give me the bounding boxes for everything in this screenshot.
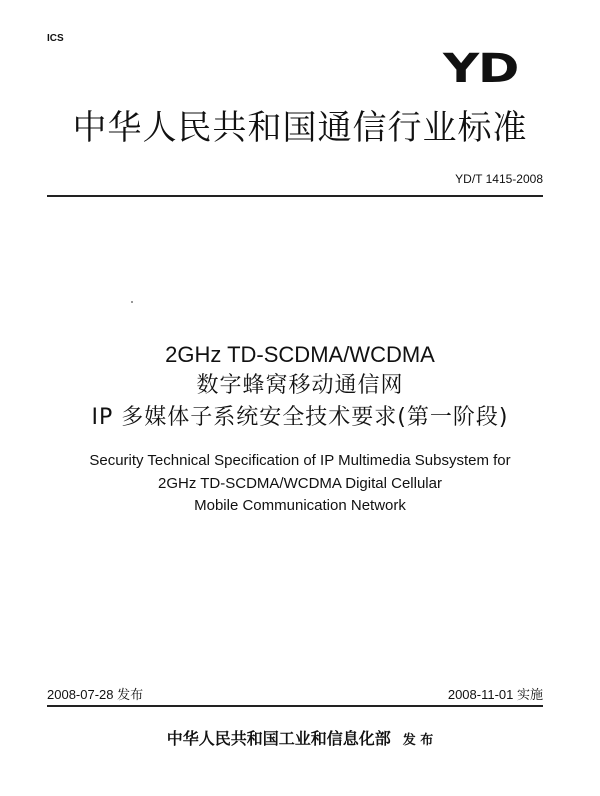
bottom-divider bbox=[47, 705, 543, 707]
issuer-suffix: 发 布 bbox=[402, 733, 434, 748]
yd-logo: YD bbox=[442, 46, 518, 92]
title-line-1: 2GHz TD-SCDMA/WCDMA bbox=[165, 342, 435, 367]
english-title-line-3: Mobile Communication Network bbox=[194, 497, 406, 514]
implementation-date: 2008-11-01 实施 bbox=[447, 687, 543, 702]
ics-label: ICS bbox=[47, 33, 64, 44]
issuer-name: 中华人民共和国工业和信息化部 bbox=[166, 729, 391, 748]
top-divider bbox=[47, 195, 543, 197]
english-title-line-2: 2GHz TD-SCDMA/WCDMA Digital Cellular bbox=[158, 475, 442, 492]
english-title-line-1: Security Technical Specification of IP Multimedia Subsystem for bbox=[89, 452, 511, 469]
title-line-3: IP 多媒体子系统安全技术要求(第一阶段) bbox=[91, 405, 509, 430]
standard-title: 中华人民共和国通信行业标准 bbox=[72, 108, 528, 148]
title-line-2: 数字蜂窝移动通信网 bbox=[196, 373, 404, 398]
issuer-row bbox=[0, 726, 600, 749]
scan-speck bbox=[131, 301, 133, 303]
issue-date: 2008-07-28 发布 bbox=[47, 687, 144, 702]
standard-code: YD/T 1415-2008 bbox=[455, 172, 543, 186]
